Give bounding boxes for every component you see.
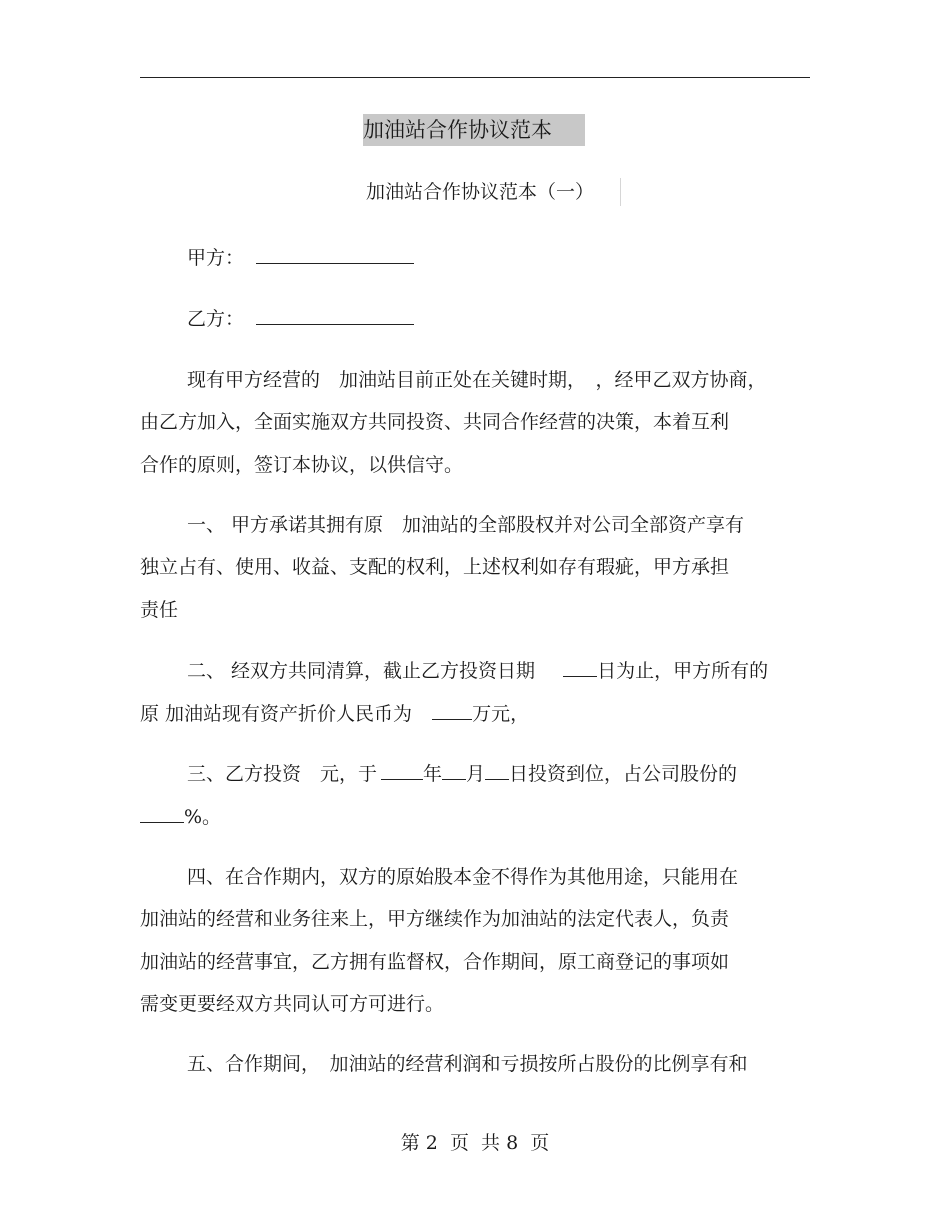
clause-3-text-e: %。 (184, 806, 222, 828)
clause-1-line-1: 一、 甲方承诺其拥有原 加油站的全部股权并对公司全部资产享有 (187, 514, 745, 536)
clause-5-line-1: 五、合作期间， 加油站的经营利润和亏损按所占股份的比例享有和 (187, 1053, 748, 1075)
document-subtitle: 加油站合作协议范本（一） (366, 181, 595, 203)
clause-3-text-d: 日投资到位，占公司股份的 (509, 763, 738, 785)
clause-2-line-1 (187, 657, 768, 685)
clause-2-amount-blank (432, 701, 472, 720)
clause-3-month-blank (442, 761, 466, 780)
document-title (363, 114, 585, 146)
clause-3-text-b: 年 (423, 763, 443, 785)
clause-3-text-c: 月 (466, 763, 486, 785)
intro-line-1: 现有甲方经营的 加油站目前正处在关键时期， ，经甲乙双方协商， (187, 369, 767, 391)
clause-3-percent-blank (140, 804, 184, 823)
clause-2-date-blank (563, 658, 597, 677)
party-a-label: 甲方： (187, 247, 245, 269)
clause-3-day-blank (485, 761, 509, 780)
intro-line-3: 合作的原则，签订本协议，以供信守。 (140, 454, 464, 476)
clause-4-line-1: 四、在合作期内，双方的原始股本金不得作为其他用途，只能用在 (187, 866, 739, 888)
party-b-label: 乙方： (187, 308, 245, 330)
clause-2-text-c: 原 加油站现有资产折价人民币为 (140, 703, 413, 725)
clause-3-year-blank (381, 761, 423, 780)
clause-4-line-3: 加油站的经营事宜，乙方拥有监督权，合作期间，原工商登记的事项如 (140, 951, 730, 973)
intro-line-2: 由乙方加入，全面实施双方共同投资、共同合作经营的决策，本着互利 (140, 411, 730, 433)
clause-1-line-2: 独立占有、使用、收益、支配的权利，上述权利如存有瑕疵，甲方承担 (140, 556, 730, 578)
clause-3-line-1 (187, 760, 737, 788)
party-b-line (187, 305, 414, 333)
header-rule (140, 77, 810, 78)
clause-2-text-a: 二、 经双方共同清算，截止乙方投资日期 (187, 660, 536, 682)
clause-2-text-b: 日为止，甲方所有的 (597, 660, 769, 682)
clause-2-text-d: 万元， (472, 703, 530, 725)
party-a-line (187, 244, 414, 272)
document-title-text: 加油站合作协议范本 (363, 118, 552, 142)
clause-4-line-4: 需变更要经双方共同认可方可进行。 (140, 993, 445, 1015)
party-a-blank (256, 245, 414, 264)
clause-4-line-2: 加油站的经营和业务往来上，甲方继续作为加油站的法定代表人，负责 (140, 908, 730, 930)
clause-1-line-3: 责任 (140, 599, 179, 621)
clause-3-line-2 (140, 803, 221, 831)
clause-2-line-2 (140, 700, 529, 728)
page-number-footer: 第 2 页 共 8 页 (400, 1132, 550, 1154)
clause-3-text-a: 三、乙方投资 元，于 (187, 763, 378, 785)
party-b-blank (256, 306, 414, 325)
subtitle-box (366, 178, 621, 206)
